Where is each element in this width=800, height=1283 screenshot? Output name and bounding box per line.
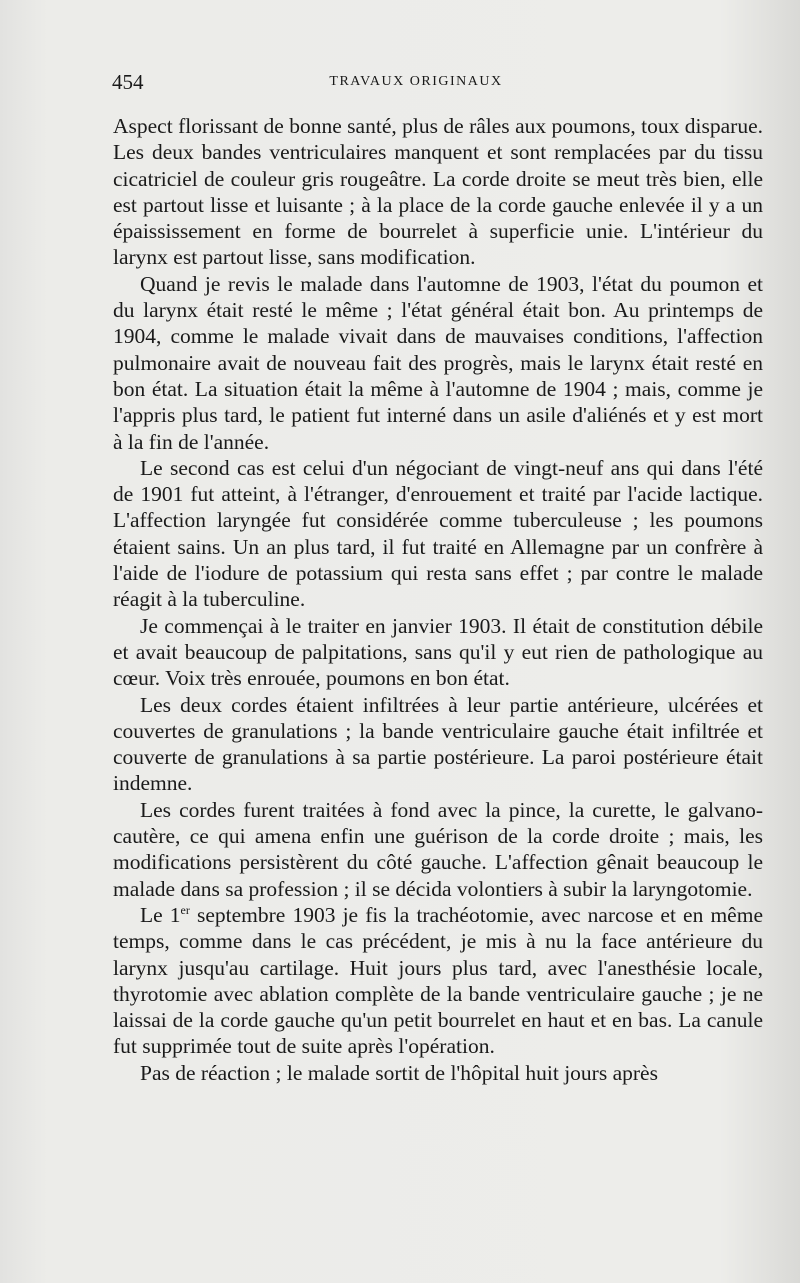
page-number: 454 [112, 70, 144, 94]
running-title: TRAVAUX ORIGINAUX [329, 74, 503, 89]
paragraph-7 [113, 902, 763, 1060]
paragraph-7-text: septembre 1903 je fis la trachéotomie, avec narcose et en même temps, comme dans le cas précédent, je mis à nu la face antérieure du larynx jusqu'au cartilage. Huit jours plus tard, avec l'anesthésie locale, thyrotomie avec ablation complète de la bande ventriculaire gauche ; je ne laissai de la corde gauche qu'un petit bourrelet en haut et en bas. La canule fut supprimée tout de suite après l'opération. [113, 902, 763, 1059]
ordinal-superscript: er [180, 902, 190, 917]
body-text [113, 113, 763, 1086]
paragraph-3: Le second cas est celui d'un négociant de vingt-neuf ans qui dans l'été de 1901 fut atteint, à l'étranger, d'enrouement et traité par l'acide lactique. L'affection laryngée fut considérée comme tuberculeuse ; les poumons étaient sains. Un an plus tard, il fut traité en Allemagne par un confrère à l'aide de l'iodure de potassium qui resta sans effet ; par contre le malade réagit à la tuberculine. [113, 455, 763, 612]
paragraph-4: Je commençai à le traiter en janvier 1903. Il était de constitution débile et avait beaucoup de palpitations, sans qu'il y eut rien de pathologique au cœur. Voix très enrouée, poumons en bon état. [113, 613, 763, 691]
paragraph-7-lead: Le 1 [140, 902, 181, 927]
paragraph-1: Aspect florissant de bonne santé, plus de râles aux poumons, toux disparue. Les deux bandes ventriculaires manquent et sont remplacées par du tissu cicatriciel de couleur gris rougeâtre. La corde droite se meut très bien, elle est partout lisse et luisante ; à la place de la corde gauche enlevée il y a un épaississement en forme de bourrelet à superficie unie. L'intérieur du larynx est partout lisse, sans modification. [113, 114, 763, 270]
page-header [112, 70, 760, 100]
paragraph-6: Les cordes furent traitées à fond avec la pince, la curette, le galvano-cautère, ce qui amena enfin une guérison de la corde droite ; mais, les modifications persistèrent du côté gauche. L'affection gênait beaucoup le malade dans sa profession ; il se décida volontiers à subir la laryngotomie. [113, 797, 763, 901]
paragraph-8: Pas de réaction ; le malade sortit de l'hôpital huit jours après [140, 1060, 658, 1085]
paragraph-2: Quand je revis le malade dans l'automne de 1903, l'état du poumon et du larynx était resté le même ; l'état général était bon. Au printemps de 1904, comme le malade vivait dans de mauvaises conditions, l'affection pulmonaire avait de nouveau fait des progrès, mais le larynx était resté en bon état. La situation était la même à l'automne de 1904 ; mais, comme je l'appris plus tard, le patient fut interné dans un asile d'aliénés et y est mort à la fin de l'année. [113, 271, 763, 454]
paragraph-5: Les deux cordes étaient infiltrées à leur partie antérieure, ulcérées et couvertes de granulations ; la bande ventriculaire gauche était infiltrée et couverte de granulations à sa partie postérieure. La paroi postérieure était indemne. [113, 692, 763, 796]
